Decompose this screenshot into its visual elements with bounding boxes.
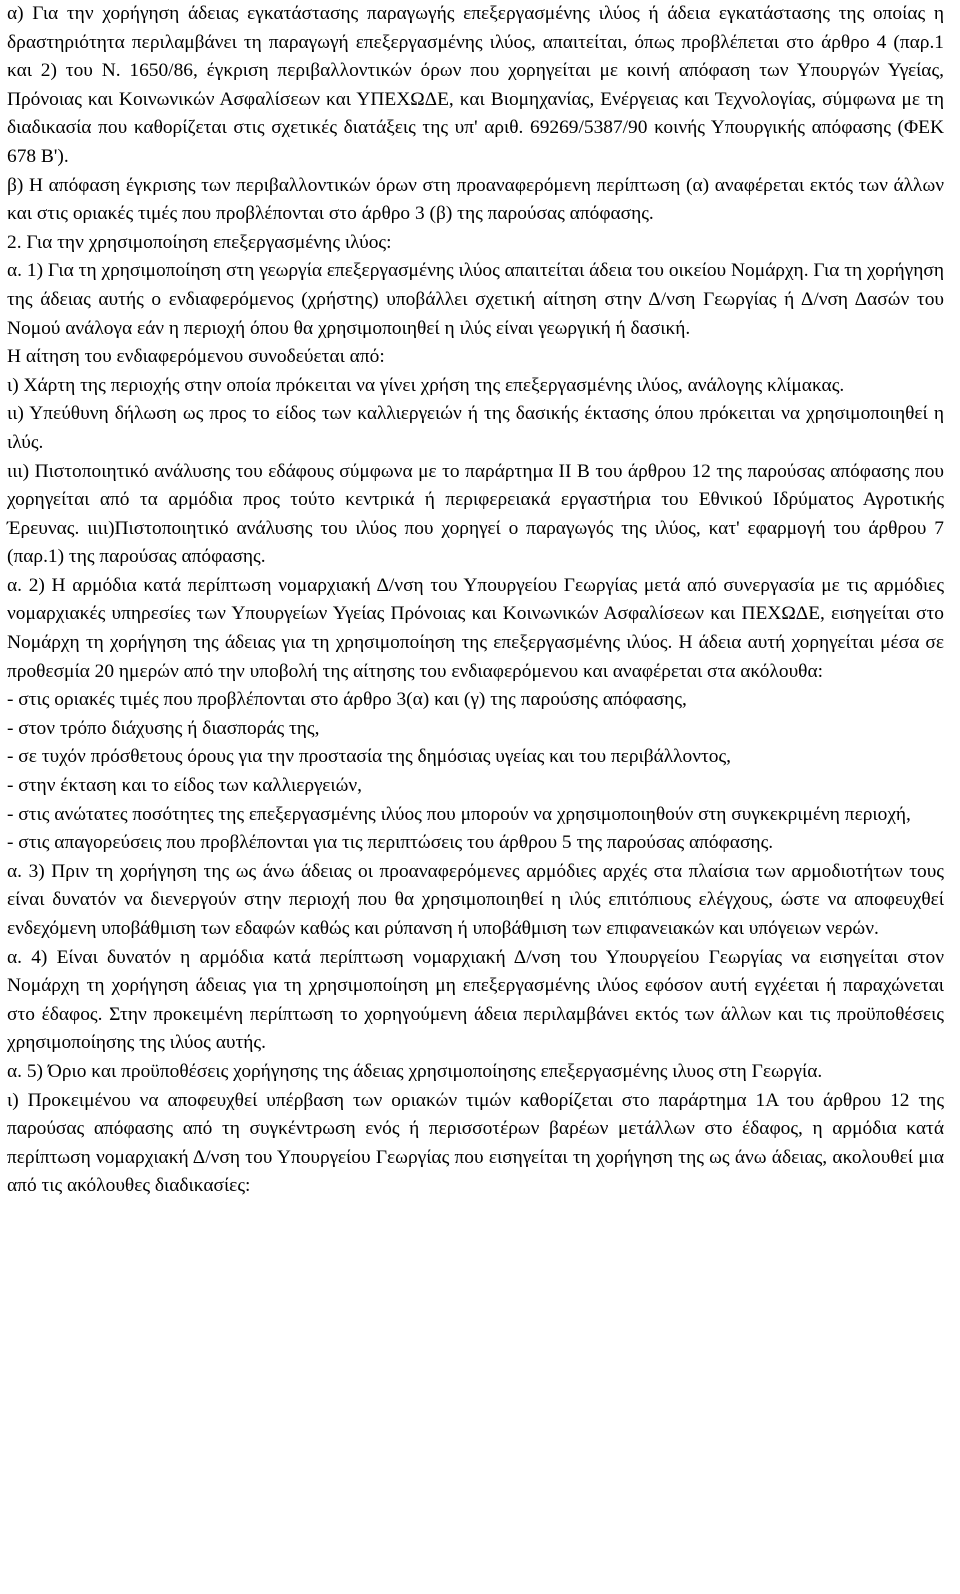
list-item-crop-area: - στην έκταση και το είδος των καλλιεργειών, [7, 775, 362, 797]
paragraph-a-installation-permit: α) Για την χορήγηση άδειας εγκατάστασης παραγωγής επεξεργασμένης ιλύος ή άδεια εγκατάστασης της οποίας η δραστηριότητα περιλαμβάνει τη παραγωγή επεξεργασμένης ιλύος, απαιτείται, όπως προβλέπεται στο άρθρο 4 (παρ.1 και 2) του Ν. 1650/86, έγκριση περιβαλλοντικών όρων που χορηγείται με κοινή απόφαση των Υπουργών Υγείας, Πρόνοιας και Κοινωνικών Ασφαλίσεων και ΥΠΕΧΩΔΕ, και Βιομηχανίας, Ενέργειας και Τεχνολογίας, σύμφωνα με τη διαδικασία που καθορίζεται στις σχετικές διατάξεις της υπ' αριθ. 69269/5387/90 κοινής Υπουργικής απόφασης (ΦΕΚ 678 Β'). [7, 3, 944, 167]
list-item-i-map: ι) Χάρτη της περιοχής στην οποία πρόκειται να γίνει χρήση της επεξεργασμένης ιλύος, ανάλογης κλίμακας. [7, 374, 845, 396]
list-item-iii-soil-analysis: ιιι) Πιστοποιητικό ανάλυσης του εδάφους σύμφωνα με το παράρτημα ΙΙ Β του άρθρου 12 της παρούσας απόφασης που χορηγείται από τα αρμόδια προς τούτο κεντρικά ή περιφερειακά εργαστήρια του Εθνικού Ιδρύματος Αγροτικής Έρευνας. ιιιι)Πιστοποιητικό ανάλυσης του ιλύος που χορηγεί ο παραγωγός της ιλύος, κατ' εφαρμογή του άρθρου 7 (παρ.1) της παρούσας απόφασης. [7, 460, 944, 568]
list-item-ii-declaration: ιι) Υπεύθυνη δήλωση ως προς το είδος των καλλιεργειών ή της δασικής έκτασης όπου πρόκειται να χρησιμοποιηθεί η ιλύς. [7, 403, 944, 453]
paragraph-application-accompanied: Η αίτηση του ενδιαφερόμενου συνοδεύεται από: [7, 346, 385, 368]
paragraph-a4-untreated-sludge: α. 4) Είναι δυνατόν η αρμόδια κατά περίπτωση νομαρχιακή Δ/νση του Υπουργείου Γεωργίας να εισηγείται στον Νομάρχη τη χορήγηση άδειας για τη χρησιμοποίηση μη επεξεργασμένης ιλύος εφόσον αυτή εγχέεται ή παραχώνεται στο έδαφος. Στην προκειμένη περίπτωση το χορηγούμενη άδεια περιλαμβάνει εκτός των άλλων και τις προϋποθέσεις χρησιμοποίησης της ιλύος αυτής. [7, 946, 944, 1054]
paragraph-a1-prefect-permit: α. 1) Για τη χρησιμοποίηση στη γεωργία επεξεργασμένης ιλύος απαιτείται άδεια του οικείου Νομάρχη. Για τη χορήγηση της άδειας αυτής ο ενδιαφερόμενος (χρήστης) υποβάλλει σχετική αίτηση στην Δ/νση Γεωργίας ή Δ/νση Δασών του Νομού ανάλογα εάν η περιοχή όπου θα χρησιμοποιηθεί η ιλύς είναι γεωργική ή δασική. [7, 260, 944, 339]
list-item-additional-terms: - σε τυχόν πρόσθετους όρους για την προστασία της δημόσιας υγείας και του περιβάλλοντος, [7, 746, 732, 768]
list-item-max-quantities: - στις ανώτατες ποσότητες της επεξεργασμένης ιλύος που μπορούν να χρησιμοποιηθούν στη συγκεκριμένη περιοχή, [7, 803, 911, 825]
paragraph-a2-directorate-recommendation: α. 2) Η αρμόδια κατά περίπτωση νομαρχιακή Δ/νση του Υπουργείου Γεωργίας μετά από συνεργασία με τις αρμόδιες νομαρχιακές υπηρεσίες των Υπουργείων Υγείας Πρόνοιας και Κοινωνικών Ασφαλίσεων και ΠΕΧΩΔΕ, εισηγείται στο Νομάρχη τη χορήγηση της άδειας για τη χρησιμοποίηση της επεξεργασμένης ιλύος. Η άδεια αυτή χορηγείται μέσα σε προθεσμία 20 ημερών από την υποβολή της αίτησης του ενδιαφερόμενου και αναφέρεται στα ακόλουθα: [7, 574, 944, 682]
list-item-diffusion-method: - στον τρόπο διάχυσης ή διασποράς της, [7, 717, 320, 739]
paragraph-b-environmental-approval: β) Η απόφαση έγκρισης των περιβαλλοντικών όρων στη προαναφερόμενη περίπτωση (α) αναφέρεται εκτός των άλλων και στις οριακές τιμές που προβλέπονται στο άρθρο 3 (β) της παρούσας απόφασης. [7, 174, 944, 225]
paragraph-i-heavy-metals: ι) Προκειμένου να αποφευχθεί υπέρβαση των οριακών τιμών καθορίζεται στο παράρτημα 1Α του άρθρου 12 της παρούσας απόφασης από τη συγκέντρωση ενός ή περισσοτέρων βαρέων μετάλλων στο έδαφος, η αρμόδια κατά περίπτωση νομαρχιακή Δ/νση του Υπουργείου Γεωργίας που εισηγείται τη χορήγηση της ως άνω άδειας, ακολουθεί μια από τις ακόλουθες διαδικασίες: [7, 1089, 944, 1197]
list-item-limit-values: - στις οριακές τιμές που προβλέπονται στο άρθρο 3(α) και (γ) της παρούσης απόφασης, [7, 689, 687, 711]
paragraph-a5-limits-conditions: α. 5) Όριο και προϋποθέσεις χορήγησης της άδειας χρησιμοποίησης επεξεργασμένης ιλυος στη Γεωργία. [7, 1060, 823, 1082]
document-body [7, 0, 944, 1201]
paragraph-a3-inspections: α. 3) Πριν τη χορήγηση της ως άνω άδειας οι προαναφερόμενες αρμόδιες αρχές στα πλαίσια των αρμοδιοτήτων τους είναι δυνατόν να διενεργούν στην περιοχή που θα χρησιμοποιηθεί η ιλύς επιτόπιους ελέγχους, ώστε να αποφευχθεί ενδεχόμενη υποβάθμιση των εδαφών καθώς και ρύπανση ή υποβάθμιση των επιφανειακών και υπόγειων νερών. [7, 860, 944, 939]
list-item-prohibitions: - στις απαγορεύσεις που προβλέπονται για τις περιπτώσεις του άρθρου 5 της παρούσας απόφασης. [7, 832, 774, 854]
section-heading-sludge-use: 2. Για την χρησιμοποίηση επεξεργασμένης ιλύος: [7, 231, 392, 253]
